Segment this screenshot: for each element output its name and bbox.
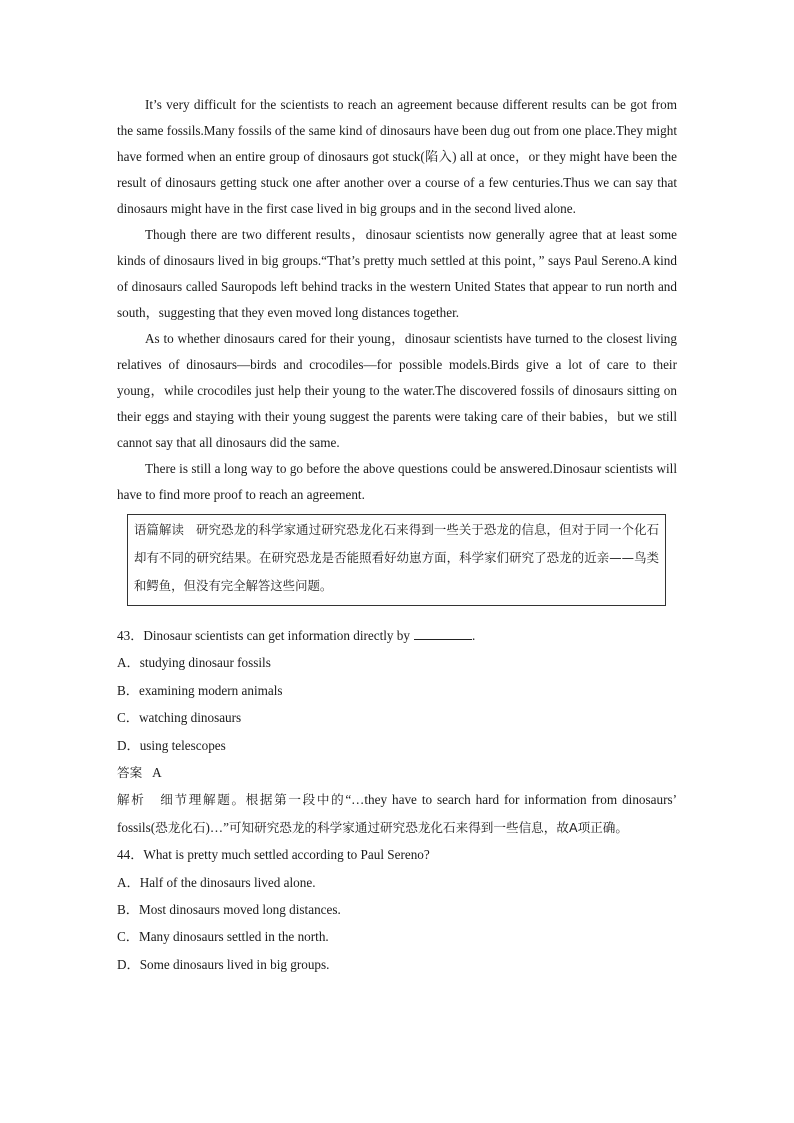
analysis-quote-end: )…” [205,819,229,835]
question-44-option-b: B．Most dinosaurs moved long distances. [117,902,341,918]
summary-text: 研究恐龙的科学家通过研究恐龙化石来得到一些关于恐龙的信息，但对于同一个化石却有不同的研究结果。在研究恐龙是否能照看好幼崽方面，科学家们研究了恐龙的近亲——鸟类和鳄鱼，但没有完全解答这些问题。 [134,522,660,593]
question-43-option-b: B．examining modern animals [117,682,283,698]
question-43-option-a: A．studying dinosaur fossils [117,655,271,671]
question-44-option-c: C．Many dinosaurs settled in the north. [117,929,329,945]
answer-value: A [152,765,162,781]
passage-paragraph-2: Though there are two different results，dinosaur scientists now generally agree that at least some kinds of dinosaurs lived in big groups.“That’s pretty much settled at this point，” says Paul Sereno.A kind of dinosaurs called Sauropods left behind tracks in the western United States that appear to run north and south，suggesting that they even moved long distances together. [117,227,677,320]
passage-summary-box [127,514,666,606]
passage-paragraph-4: There is still a long way to go before the above questions could be answered.Dinosaur scientists will have to find more proof to reach an agreement. [117,461,677,502]
question-44-option-a: A．Half of the dinosaurs lived alone. [117,874,316,890]
answer-label: 答案 [117,765,143,781]
analysis-rest: 可知研究恐龙的科学家通过研究恐龙化石来得到一些信息，故A项正确。 [228,819,628,835]
question-43-option-c: C．watching dinosaurs [117,710,242,726]
question-43-stem [117,622,677,649]
document-page [117,92,677,978]
analysis-label: 解析 [117,792,146,808]
summary-tag: 语篇解读 [134,522,185,537]
analysis-quote-cn: 恐龙化石 [155,819,206,835]
passage-paragraph-3: As to whether dinosaurs cared for their young，dinosaur scientists have turned to the closest living relatives of dinosaurs—birds and crocodiles—for possible models.Birds give a lot of care to their young，while crocodiles just help their young to the water.The discovered fossils of dinosaurs sitting on their eggs and staying with their young suggest the parents were taking care of their babies，but we still cannot say that all dinosaurs did the same. [117,331,677,450]
analysis-type: 细节理解题。根据第一段中的 [160,792,346,808]
question-43-answer [117,759,677,786]
question-43-option-d: D．using telescopes [117,737,226,753]
answer-blank [414,627,472,640]
question-43-end: . [472,628,476,643]
question-44-stem: 44．What is pretty much settled according to Paul Sereno? [117,847,430,863]
passage-paragraph-1: It’s very difficult for the scientists to reach an agreement because different results can be got from the same fossils.Many fossils of the same kind of dinosaurs have been dug out from one place.They might have formed when an entire group of dinosaurs got stuck(陷入) all at once，or they might have been the result of dinosaurs getting stuck one after another over a course of a few centuries.Thus we can say that dinosaurs might have in the first case lived in big groups and in the second lived alone. [117,97,677,216]
question-44-option-d: D．Some dinosaurs lived in big groups. [117,956,330,972]
question-43-text: 43．Dinosaur scientists can get information directly by [117,628,410,643]
question-43-analysis [117,786,677,841]
analysis-quote: “…they have to search hard for information from dinosaurs’ fossils( [117,792,678,835]
